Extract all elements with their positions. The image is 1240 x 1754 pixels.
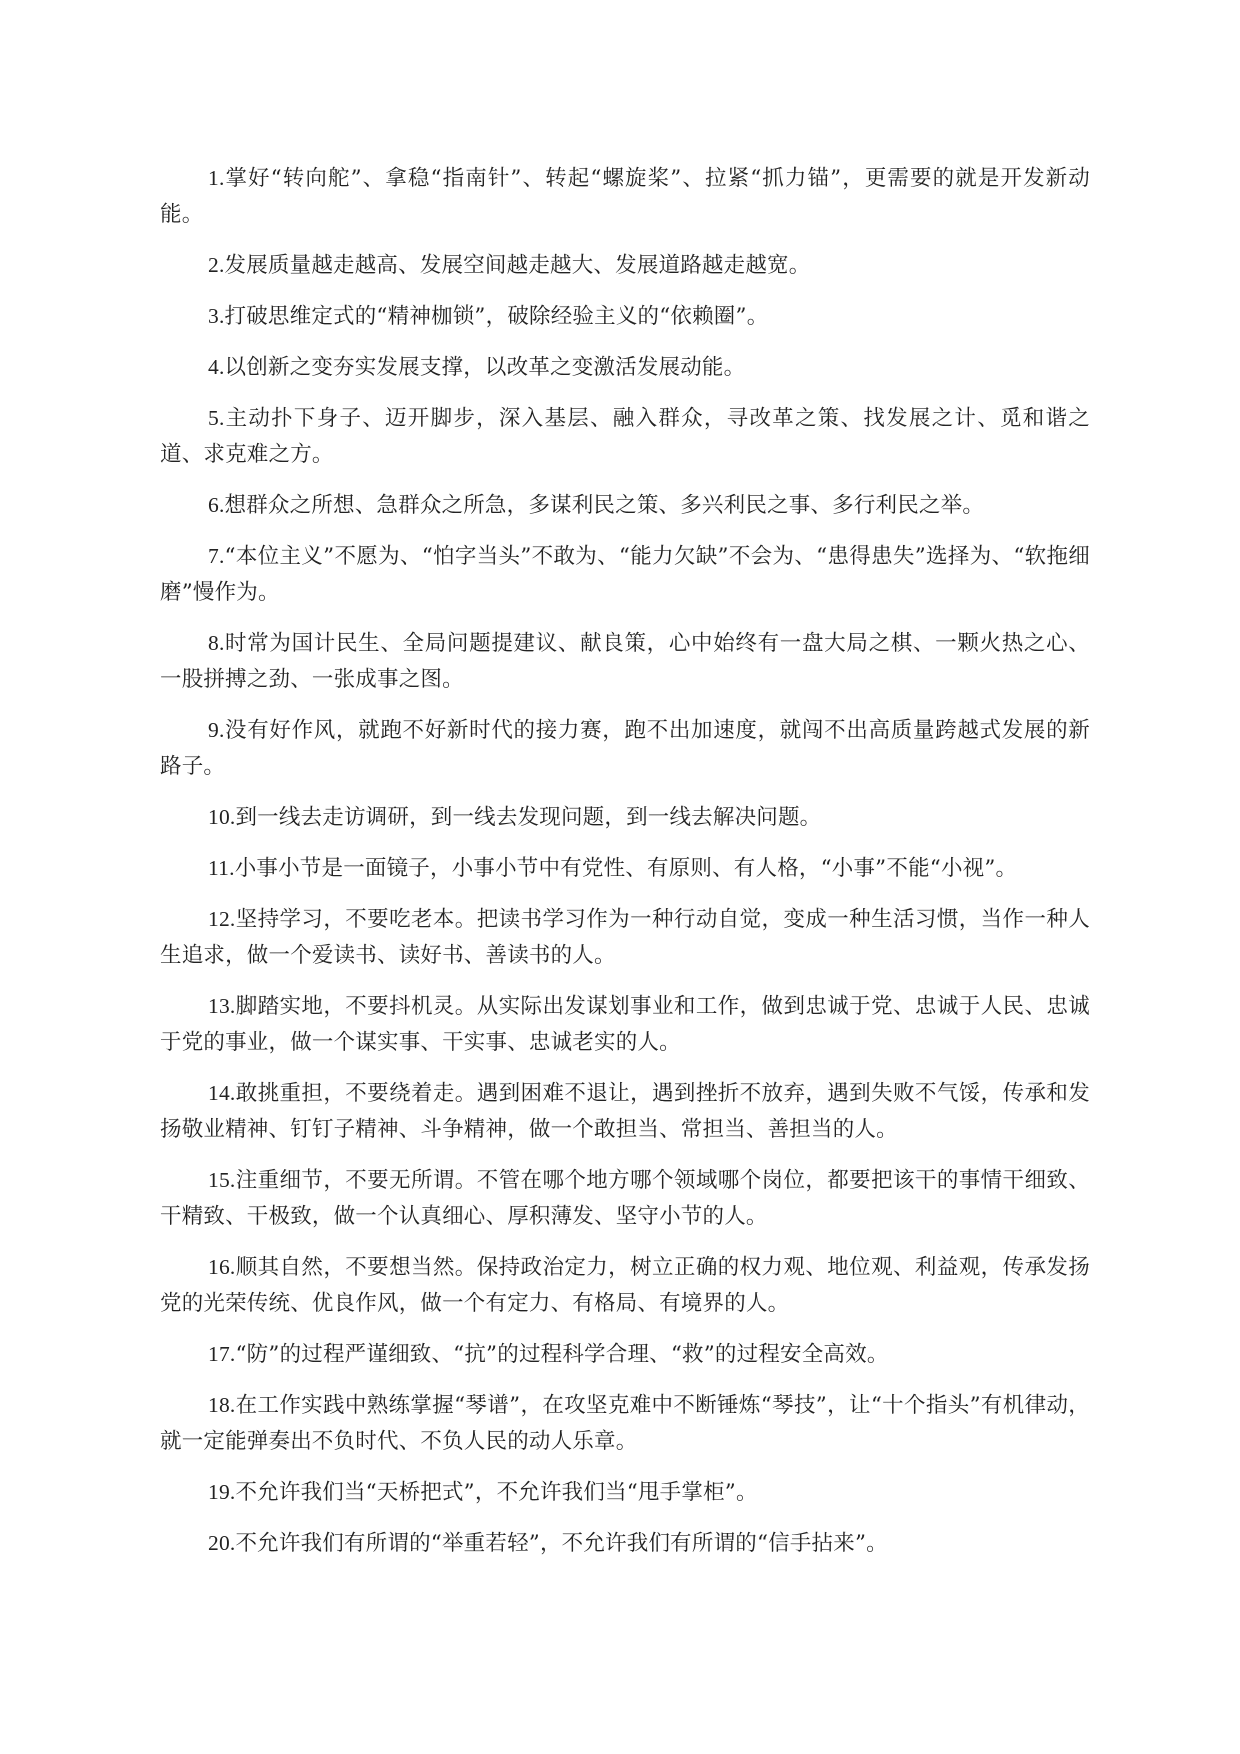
- item-text: 想群众之所想、急群众之所急，多谋利民之策、多兴利民之事、多行利民之举。: [224, 493, 985, 518]
- item-text: 注重细节，不要无所谓。不管在哪个地方哪个领域哪个岗位，都要把该干的事情干细致、干精致、干极致，做一个认真细心、厚积薄发、坚守小节的人。: [160, 1168, 1090, 1229]
- item-text: 时常为国计民生、全局问题提建议、献良策，心中始终有一盘大局之棋、一颗火热之心、一股拼搏之劲、一张成事之图。: [160, 631, 1090, 692]
- list-item: [160, 712, 1090, 785]
- item-number: 15.: [208, 1168, 236, 1192]
- item-number: 3.: [208, 304, 225, 328]
- list-item: [160, 1525, 1090, 1562]
- list-item: [160, 1474, 1090, 1511]
- item-number: 4.: [208, 355, 225, 379]
- list-item: [160, 625, 1090, 698]
- item-text: 到一线去走访调研，到一线去发现问题，到一线去解决问题。: [235, 805, 822, 830]
- item-text: “防”的过程严谨细致、“抗”的过程科学合理、“救”的过程安全高效。: [235, 1342, 889, 1367]
- item-number: 8.: [208, 631, 225, 655]
- item-number: 14.: [208, 1081, 236, 1105]
- item-number: 11.: [208, 856, 235, 880]
- item-text: “本位主义”不愿为、“怕字当头”不敢为、“能力欠缺”不会为、“患得患失”选择为、“软拖细磨”慢作为。: [160, 544, 1090, 605]
- item-number: 7.: [208, 544, 225, 568]
- list-item: [160, 1336, 1090, 1373]
- item-number: 19.: [208, 1480, 236, 1504]
- list-item: [160, 349, 1090, 386]
- list-item: [160, 400, 1090, 473]
- item-text: 不允许我们有所谓的“举重若轻”，不允许我们有所谓的“信手拈来”。: [235, 1531, 888, 1556]
- item-number: 18.: [208, 1393, 236, 1417]
- item-text: 顺其自然，不要想当然。保持政治定力，树立正确的权力观、地位观、利益观，传承发扬党的光荣传统、优良作风，做一个有定力、有格局、有境界的人。: [160, 1255, 1090, 1316]
- list-item: [160, 988, 1090, 1061]
- list-item: [160, 487, 1090, 524]
- list-item: [160, 1249, 1090, 1322]
- list-item: [160, 247, 1090, 284]
- item-number: 1.: [208, 166, 225, 190]
- item-text: 敢挑重担，不要绕着走。遇到困难不退让，遇到挫折不放弃，遇到失败不气馁，传承和发扬敬业精神、钉钉子精神、斗争精神，做一个敢担当、常担当、善担当的人。: [160, 1081, 1090, 1142]
- item-text: 小事小节是一面镜子，小事小节中有党性、有原则、有人格，“小事”不能“小视”。: [234, 856, 1018, 881]
- document-page: [160, 160, 1090, 1576]
- list-item: [160, 160, 1090, 233]
- list-item: [160, 1075, 1090, 1148]
- list-item: [160, 850, 1090, 887]
- item-number: 10.: [208, 805, 236, 829]
- item-text: 坚持学习，不要吃老本。把读书学习作为一种行动自觉，变成一种生活习惯，当作一种人生追求，做一个爱读书、读好书、善读书的人。: [160, 907, 1090, 968]
- list-item: [160, 538, 1090, 611]
- item-text: 打破思维定式的“精神枷锁”，破除经验主义的“依赖圈”。: [224, 304, 769, 329]
- item-text: 没有好作风，就跑不好新时代的接力赛，跑不出加速度，就闯不出高质量跨越式发展的新路子。: [160, 718, 1090, 779]
- item-number: 12.: [208, 907, 236, 931]
- list-item: [160, 1162, 1090, 1235]
- item-text: 脚踏实地，不要抖机灵。从实际出发谋划事业和工作，做到忠诚于党、忠诚于人民、忠诚于党的事业，做一个谋实事、干实事、忠诚老实的人。: [160, 994, 1090, 1055]
- item-number: 2.: [208, 253, 225, 277]
- item-text: 掌好“转向舵”、拿稳“指南针”、转起“螺旋桨”、拉紧“抓力锚”，更需要的就是开发新动能。: [160, 166, 1090, 227]
- item-number: 20.: [208, 1531, 236, 1555]
- item-text: 在工作实践中熟练掌握“琴谱”，在攻坚克难中不断锤炼“琴技”，让“十个指头”有机律动，就一定能弹奏出不负时代、不负人民的动人乐章。: [160, 1393, 1090, 1454]
- item-number: 9.: [208, 718, 225, 742]
- item-number: 16.: [208, 1255, 236, 1279]
- item-number: 17.: [208, 1342, 236, 1366]
- item-text: 不允许我们当“天桥把式”，不允许我们当“甩手掌柜”。: [235, 1480, 758, 1505]
- item-text: 以创新之变夯实发展支撑，以改革之变激活发展动能。: [224, 355, 746, 380]
- list-item: [160, 799, 1090, 836]
- list-item: [160, 901, 1090, 974]
- list-item: [160, 1387, 1090, 1460]
- item-text: 主动扑下身子、迈开脚步，深入基层、融入群众，寻改革之策、找发展之计、觅和谐之道、求克难之方。: [160, 406, 1090, 467]
- item-number: 6.: [208, 493, 225, 517]
- item-number: 5.: [208, 406, 225, 430]
- item-number: 13.: [208, 994, 236, 1018]
- list-item: [160, 298, 1090, 335]
- item-text: 发展质量越走越高、发展空间越走越大、发展道路越走越宽。: [224, 253, 811, 278]
